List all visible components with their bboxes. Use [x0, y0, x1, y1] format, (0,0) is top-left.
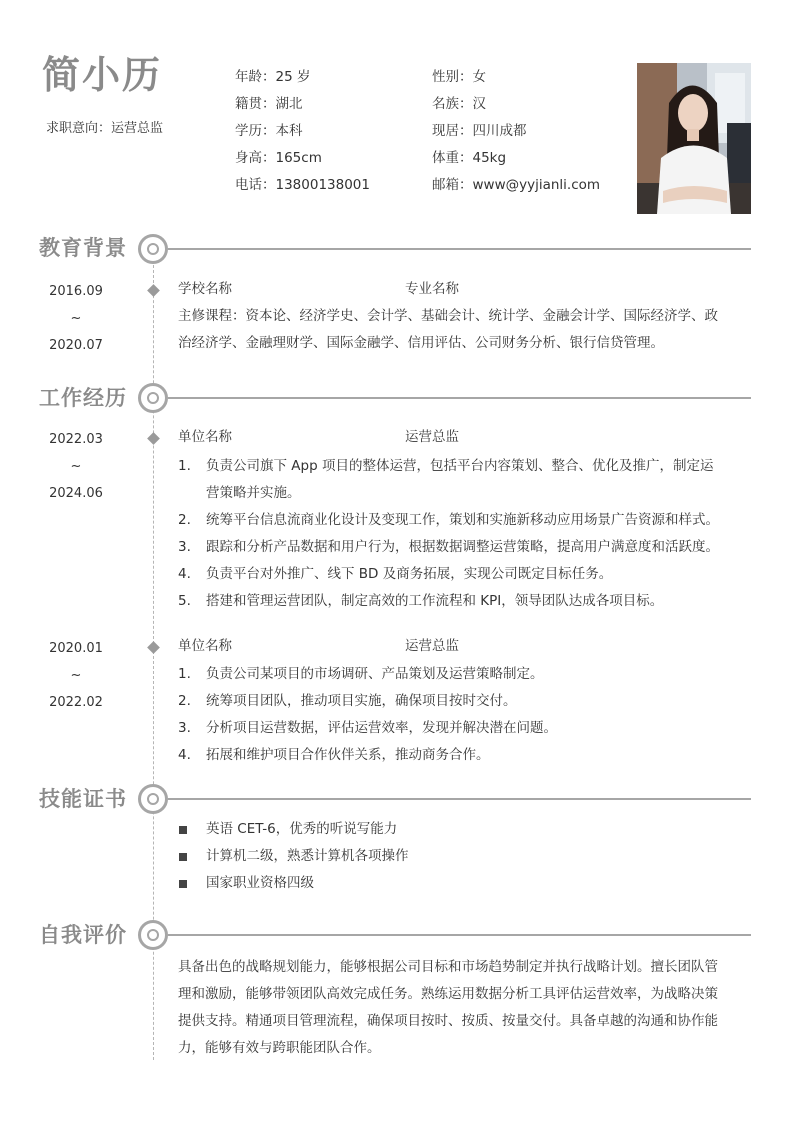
- timeline-diamond-icon: [147, 432, 160, 445]
- job-date-start: 2020.01: [49, 641, 103, 656]
- self-eval-line: 理和激励，能够带领团队高效完成任务。熟练运用数据分析工具评估运营效率，为战略决策: [178, 986, 718, 1002]
- job-item-number: 5.: [178, 593, 191, 609]
- job-item-number: 1.: [178, 458, 191, 474]
- resume-name: 简小历: [42, 53, 163, 97]
- job-item-number: 3.: [178, 720, 191, 736]
- info-ethnicity: 名族：汉: [432, 96, 486, 112]
- info-weight: 体重：45kg: [432, 150, 507, 166]
- edu-date-sep: ~: [70, 311, 82, 326]
- job-company: 单位名称: [178, 429, 232, 445]
- section-title-skills: 技能证书: [39, 787, 127, 811]
- job-item-number: 1.: [178, 666, 191, 682]
- profile-photo-graphic: [637, 63, 751, 214]
- job-company: 单位名称: [178, 638, 232, 654]
- self-eval-line: 力，能够有效与跨职能团队合作。: [178, 1040, 381, 1056]
- edu-major: 专业名称: [405, 281, 459, 297]
- timeline-diamond-icon: [147, 641, 160, 654]
- edu-school: 学校名称: [178, 281, 232, 297]
- job-item-text: 分析项目运营数据，评估运营效率，发现并解决潜在问题。: [206, 720, 557, 736]
- skill-item: 英语 CET-6，优秀的听说写能力: [206, 821, 398, 837]
- job-item-text: 负责平台对外推广、线下 BD 及商务拓展，实现公司既定目标任务。: [206, 566, 613, 582]
- job-item-number: 4.: [178, 747, 191, 763]
- section-title-education: 教育背景: [39, 236, 127, 260]
- section-divider: [168, 248, 751, 250]
- job-date-start: 2022.03: [49, 432, 103, 447]
- section-title-work: 工作经历: [39, 386, 127, 410]
- self-eval-line: 具备出色的战略规划能力，能够根据公司目标和市场趋势制定并执行战略计划。擅长团队管: [178, 959, 718, 975]
- profile-photo: [637, 63, 751, 214]
- job-item-text: 跟踪和分析产品数据和用户行为，根据数据调整运营策略，提高用户满意度和活跃度。: [206, 539, 719, 555]
- job-item-text: 统筹项目团队，推动项目实施，确保项目按时交付。: [206, 693, 517, 709]
- info-gender: 性别：女: [432, 69, 486, 85]
- section-circle-icon: [138, 234, 168, 264]
- edu-courses-line: 治经济学、金融理财学、国际金融学、信用评估、公司财务分析、银行信贷管理。: [178, 335, 664, 351]
- info-age: 年龄：25 岁: [235, 69, 311, 85]
- job-item-text: 负责公司旗下 App 项目的整体运营，包括平台内容策划、整合、优化及推广，制定运: [206, 458, 714, 474]
- job-item-text: 统筹平台信息流商业化设计及变现工作，策划和实施新移动应用场景广告资源和样式。: [206, 512, 719, 528]
- section-circle-icon: [138, 920, 168, 950]
- section-circle-icon: [138, 383, 168, 413]
- job-item-text: 拓展和维护项目合作伙伴关系，推动商务合作。: [206, 747, 490, 763]
- job-item-text: 搭建和管理运营团队，制定高效的工作流程和 KPI，领导团队达成各项目标。: [206, 593, 664, 609]
- section-divider: [168, 798, 751, 800]
- info-residence: 现居：四川成都: [432, 123, 527, 139]
- info-email: 邮箱：www@yyjianli.com: [432, 177, 601, 193]
- timeline-diamond-icon: [147, 284, 160, 297]
- job-date-end: 2022.02: [49, 695, 103, 710]
- skill-item: 计算机二级，熟悉计算机各项操作: [206, 848, 409, 864]
- info-phone: 电话：13800138001: [235, 177, 370, 193]
- bullet-square-icon: [179, 880, 187, 888]
- edu-date-end: 2020.07: [49, 338, 103, 353]
- section-title-self: 自我评价: [39, 923, 127, 947]
- job-intent: 求职意向：运营总监: [46, 121, 164, 136]
- skill-item: 国家职业资格四级: [206, 875, 314, 891]
- info-education: 学历：本科: [235, 123, 303, 139]
- job-item-number: 2.: [178, 512, 191, 528]
- job-date-end: 2024.06: [49, 486, 103, 501]
- section-divider: [168, 397, 751, 399]
- info-height: 身高：165cm: [235, 150, 322, 166]
- job-position: 运营总监: [405, 638, 459, 654]
- job-date-sep: ~: [70, 668, 82, 683]
- section-circle-icon: [138, 784, 168, 814]
- bullet-square-icon: [179, 853, 187, 861]
- bullet-square-icon: [179, 826, 187, 834]
- edu-courses-line: 主修课程：资本论、经济学史、会计学、基础会计、统计学、金融会计学、国际经济学、政: [178, 308, 718, 324]
- section-divider: [168, 934, 751, 936]
- job-item-text: 负责公司某项目的市场调研、产品策划及运营策略制定。: [206, 666, 544, 682]
- job-item-number: 2.: [178, 693, 191, 709]
- edu-date-start: 2016.09: [49, 284, 103, 299]
- info-native-place: 籍贯：湖北: [235, 96, 303, 112]
- job-item-text: 营策略并实施。: [206, 485, 301, 501]
- job-position: 运营总监: [405, 429, 459, 445]
- job-item-number: 3.: [178, 539, 191, 555]
- job-item-number: 4.: [178, 566, 191, 582]
- self-eval-line: 提供支持。精通项目管理流程，确保项目按时、按质、按量交付。具备卓越的沟通和协作能: [178, 1013, 718, 1029]
- job-date-sep: ~: [70, 459, 82, 474]
